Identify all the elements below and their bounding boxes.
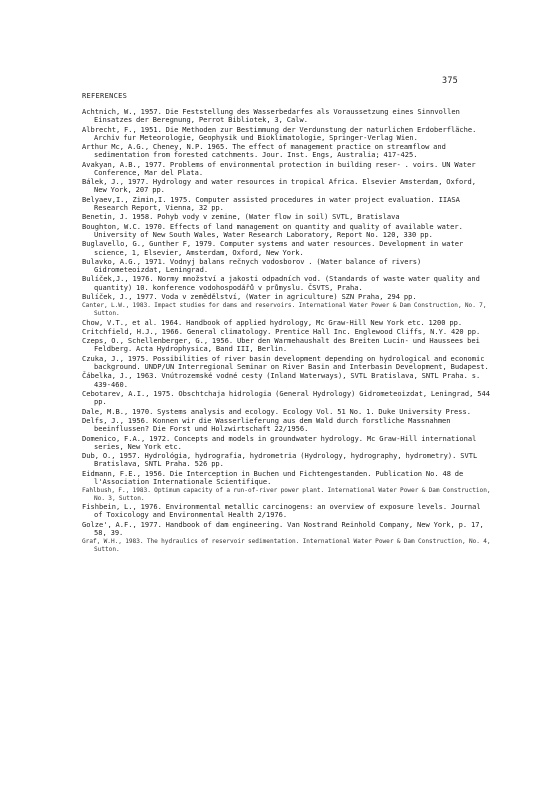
reference-entry: Bulíček, J., 1977. Voda v zemědělství, (Water in agriculture) SZN Praha, 294 pp. [82, 292, 417, 302]
reference-entry: Fahlbush, F., 1983. Optimum capacity of a run-of-river power plant. International Water Power & Dam Construction, No. 3, Sutton. [82, 487, 491, 502]
reference-entry: Dale, M.B., 1970. Systems analysis and ecology. Ecology Vol. 51 No. 1. Duke University Press. [82, 406, 471, 416]
reference-entry: Bulavko, A.G., 1971. Vodnyj balans rečnych vodosborov . (Water balance of rivers) Gidrometeoizdat, Leningrad. [82, 256, 422, 275]
reference-entry: Czuka, J., 1975. Possibilities of river basin development depending on hydrological and economic background. UNDP/UN Interregional Seminar on River Basin and Interbasin Development, Budapest. [82, 353, 489, 372]
page-number: 375 [442, 76, 458, 86]
reference-entry: Chow, V.T., et al. 1964. Handbook of applied hydrology, Mc Graw-Hill New York etc. 1200 pp. [82, 317, 463, 327]
reference-entry: Bulíček,J., 1976. Normy množství a jakosti odpadních vod. (Standards of waste water quality and quantity) 10. konference vodohospodářů v průmyslu. ČSVTS, Praha. [82, 274, 480, 292]
reference-entry: Fishbein, L., 1976. Environmental metallic carcinogens: an overview of exposure levels. Journal of Toxicology and Environmental Health 2/1976. [82, 502, 481, 520]
reference-entry: Belyaev,I., Zimin,I. 1975. Computer assisted procedures in water project evaluation. IIASA Research Report, Vienna, 32 pp. [82, 194, 460, 212]
reference-entry: Eidmann, F.E., 1956. Die Interception in Buchen und Fichtengestanden. Publication No. 48 de l'Association Internationale Scientifique. [82, 468, 464, 486]
reference-entry: Boughton, W.C. 1970. Effects of land management on quantity and quality of available water. University of New South Wales, Water Research Laboratory, Report No. 120, 330 pp. [82, 221, 463, 239]
reference-entry: Critchfield, H.J., 1966. General climatology. Prentice Hall Inc. Englewood Cliffs, N.Y. 420 pp. [82, 326, 481, 336]
reference-entry: Delfs, J., 1956. Konnen wir die Wasserlieferung aus dem Wald durch forstliche Massnahmen beeinflussen? Die Forst und Holzwirtschaft 22/1956. [82, 415, 451, 434]
reference-list [82, 108, 492, 554]
references-heading: REFERENCES [82, 92, 128, 100]
reference-entry: Arthur Mc, A.G., Cheney, N.P. 1965. The effect of management practice on streamflow and sedimentation from forested catchments. Jour. Inst. Engs, Australia; 417-425. [82, 142, 446, 160]
reference-entry: Avakyan, A.B., 1977. Problems of environmental protection in building reser- . voirs. UN Water Conference, Mar del Plata. [82, 159, 476, 177]
reference-entry: Cebotarev, A.I., 1975. Obschtchaja hidrologia (General Hydrology) Gidrometeoizdat, Leningrad, 544 pp. [82, 389, 490, 407]
reference-entry: Dub, O., 1957. Hydrológia, hydrografia, hydrometria (Hydrology, hydrography, hydrometry). SVTL Bratislava, SNTL Praha. 526 pp. [82, 451, 478, 469]
reference-entry: Bálek, J., 1977. Hydrology and water resources in tropical Africa. Elsevier Amsterdam, Oxford, New York, 207 pp. [82, 177, 477, 195]
reference-entry: Golze', A.F., 1977. Handbook of dam engineering. Van Nostrand Reinhold Company, New York, p. 17, 58, 39. [82, 519, 484, 537]
reference-entry: Čábelka, J., 1963. Vnútrozemské vodné cesty (Inland Waterways), SVTL Bratislava, SNTL Praha. s. 439-460. [82, 371, 481, 389]
reference-entry: Albrecht, F., 1951. Die Methoden zur Bestimmung der Verdunstung der naturlichen Erdoberfläche. Archiv fur Meteorologie, Geophysik und Bioklimatologie, Springer-Verlag Wien. [82, 124, 477, 142]
reference-entry: Graf, W.H., 1983. The hydraulics of reservoir sedimentation. International Water Power & Dam Construction, No. 4, Sutton. [82, 538, 491, 553]
reference-entry: Buglavello, G., Gunther F, 1979. Computer systems and water resources. Development in water science, 1, Elsevier, Amsterdam, Oxford, New York. [82, 239, 464, 257]
reference-entry: Achtnich, W., 1957. Die Feststellung des Wasserbedarfes als Voraussetzung eines Sinnvollen Einsatzes der Beregnung, Perrot Bibliotek, 3, Calw. [82, 107, 460, 125]
reference-entry: Benetin, J. 1958. Pohyb vody v zemine, (Water flow in soil) SVTL, Bratislava [82, 212, 400, 222]
reference-entry: Canter, L.W., 1983. Impact studies for dams and reservoirs. International Water Power & Dam Construction, No. 7, Sutton. [82, 302, 487, 317]
reference-entry: Domenico, F.A., 1972. Concepts and models in groundwater hydrology. Mc Graw-Hill international series, New York etc. [82, 433, 477, 451]
reference-entry: Czeps, O., Schellenberger, G., 1956. Uber den Warmehaushalt des Breiten Lucin- und Haussees bei Feldberg. Acta Hydrophysica, Band III, Berlin. [82, 336, 480, 354]
